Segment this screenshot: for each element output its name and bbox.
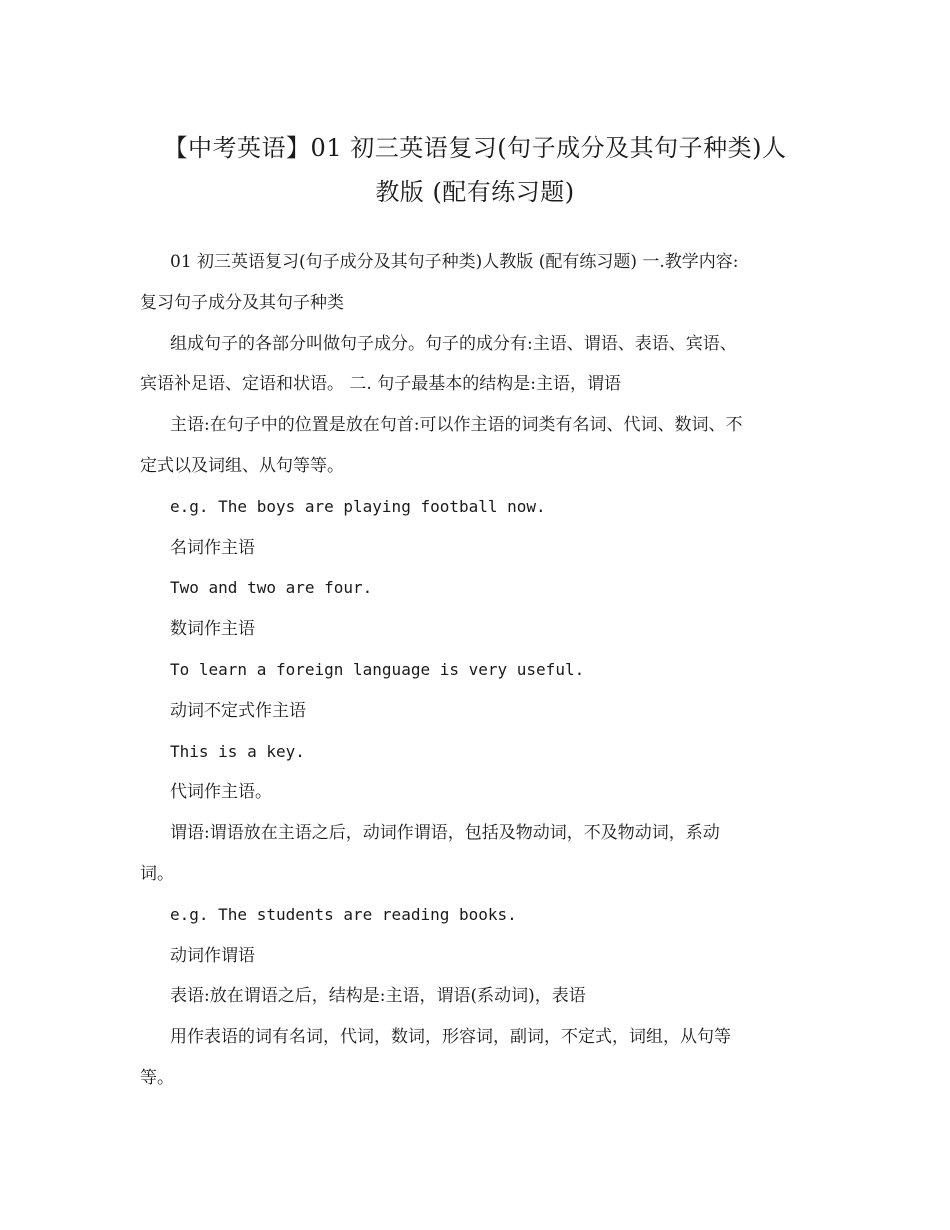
paragraph-line: 01 初三英语复习(句子成分及其句子种类)人教版 (配有练习题) 一.教学内容:: [170, 252, 739, 272]
paragraph-line: 词。: [140, 863, 174, 884]
title-line-1: 【中考英语】01 初三英语复习(句子成分及其句子种类)人: [163, 134, 787, 162]
paragraph-line: 代词作主语。: [170, 782, 272, 803]
paragraph-line: 复习句子成分及其句子种类: [140, 292, 344, 313]
title-line-2: 教版 (配有练习题): [375, 178, 575, 206]
paragraph-line: Two and two are four.: [170, 578, 373, 598]
paragraph-line: This is a key.: [170, 741, 305, 761]
paragraph-line: 表语:放在谓语之后，结构是:主语，谓语(系动词)，表语: [170, 986, 586, 1007]
paragraph-line: 主语:在句子中的位置是放在句首:可以作主语的词类有名词、代词、数词、不: [170, 415, 743, 436]
paragraph-line: 等。: [140, 1067, 174, 1088]
paragraph-line: 用作表语的词有名词，代词，数词，形容词，副词，不定式，词组，从句等: [170, 1027, 731, 1048]
paragraph-line: To learn a foreign language is very useful.: [170, 659, 585, 679]
paragraph-line: 数词作主语: [170, 619, 255, 640]
paragraph-line: 名词作主语: [170, 537, 255, 558]
paragraph-line: 动词不定式作主语: [170, 700, 306, 721]
paragraph-line: 谓语:谓语放在主语之后，动词作谓语，包括及物动词，不及物动词，系动: [170, 823, 720, 844]
paragraph-line: e.g. The boys are playing football now.: [170, 496, 546, 516]
paragraph-line: e.g. The students are reading books.: [170, 904, 517, 924]
paragraph-line: 动词作谓语: [170, 945, 255, 966]
paragraph-line: 组成句子的各部分叫做句子成分。句子的成分有:主语、谓语、表语、宾语、: [170, 333, 737, 354]
document-title: [140, 126, 810, 214]
paragraph-line: 宾语补足语、定语和状语。 二. 句子最基本的结构是:主语，谓语: [140, 374, 621, 395]
document-body: [140, 242, 810, 1099]
paragraph-line: 定式以及词组、从句等等。: [140, 455, 344, 476]
